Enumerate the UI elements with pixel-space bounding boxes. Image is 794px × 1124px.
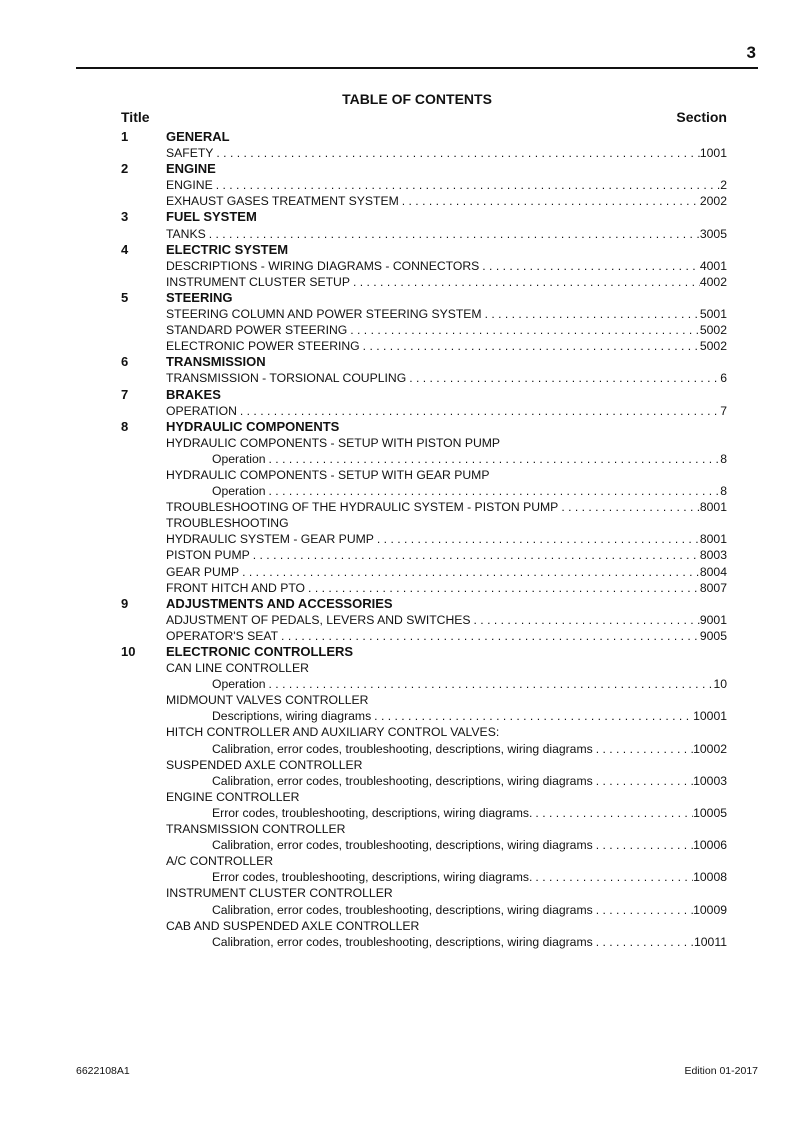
entry-section-number: 8001 — [699, 532, 727, 547]
entry-label: TRANSMISSION - TORSIONAL COUPLING — [166, 371, 407, 386]
toc-subheading-row — [121, 692, 727, 708]
dot-leader — [266, 483, 721, 499]
subheading-label: TROUBLESHOOTING — [166, 516, 289, 531]
dot-leader — [305, 580, 700, 596]
entry-label: OPERATION — [166, 403, 237, 418]
page-number: 3 — [746, 43, 756, 62]
toc-entry — [166, 338, 727, 354]
entry-section-number: 5001 — [699, 307, 727, 322]
chapter-title: TRANSMISSION — [166, 354, 266, 370]
dot-leader — [532, 805, 693, 821]
toc-entry — [166, 547, 727, 563]
subheading-label: TRANSMISSION CONTROLLER — [166, 822, 346, 837]
entry-section-number: 2 — [720, 178, 727, 193]
dot-leader — [360, 338, 700, 354]
subheading-label: ENGINE CONTROLLER — [166, 789, 300, 804]
toc-entry-row — [121, 145, 727, 161]
entry-section-number: 9001 — [699, 612, 727, 627]
entry-label: Descriptions, wiring diagrams — [212, 709, 372, 724]
entry-label: Operation — [212, 451, 266, 466]
entry-label: DESCRIPTIONS - WIRING DIAGRAMS - CONNECTORS — [166, 258, 480, 273]
toc-entry-row — [121, 869, 727, 885]
toc-entry — [166, 612, 727, 628]
toc-entry-row — [121, 934, 727, 950]
entry-label: INSTRUMENT CLUSTER SETUP — [166, 274, 350, 289]
toc-chapter-row — [121, 387, 727, 403]
toc-subheading-row — [121, 918, 727, 934]
subheading-label: SUSPENDED AXLE CONTROLLER — [166, 757, 363, 772]
subheading-label: HITCH CONTROLLER AND AUXILIARY CONTROL VALVES: — [166, 725, 500, 740]
toc-entry — [212, 902, 727, 918]
entry-section-number: 10011 — [694, 934, 727, 949]
toc-entry-row — [121, 741, 727, 757]
dot-leader — [250, 547, 700, 563]
toc-entry-row — [121, 612, 727, 628]
entry-label: TROUBLESHOOTING OF THE HYDRAULIC SYSTEM - PISTON PUMP — [166, 500, 559, 515]
subheading-label: INSTRUMENT CLUSTER CONTROLLER — [166, 886, 393, 901]
entry-label: GEAR PUMP — [166, 564, 240, 579]
toc-entry-row — [121, 580, 727, 596]
entry-label: EXHAUST GASES TREATMENT SYSTEM — [166, 194, 399, 209]
chapter-number: 8 — [121, 418, 129, 434]
dot-leader — [406, 370, 720, 386]
toc-entry-row — [121, 628, 727, 644]
chapter-title: HYDRAULIC COMPONENTS — [166, 418, 340, 434]
toc-subheading-row — [121, 885, 727, 901]
toc-entry — [212, 837, 727, 853]
chapter-number: 2 — [121, 161, 129, 177]
dot-leader — [213, 145, 699, 161]
entry-section-number: 5002 — [699, 323, 727, 338]
entry-label: STEERING COLUMN AND POWER STEERING SYSTEM — [166, 307, 482, 322]
toc-entry-row — [121, 226, 727, 242]
dot-leader — [350, 274, 700, 290]
entry-section-number: 10002 — [693, 741, 727, 756]
toc-chapter-row — [121, 596, 727, 612]
toc-entry-row — [121, 499, 727, 515]
dot-leader — [593, 773, 693, 789]
toc-chapter-row — [121, 242, 727, 258]
entry-section-number: 3005 — [699, 226, 727, 241]
dot-leader — [266, 451, 721, 467]
toc-entry-row — [121, 274, 727, 290]
column-header-section: Section — [676, 109, 727, 125]
entry-label: ENGINE — [166, 178, 213, 193]
chapter-title: FUEL SYSTEM — [166, 209, 257, 225]
dot-leader — [593, 902, 693, 918]
dot-leader — [371, 708, 693, 724]
chapter-number: 6 — [121, 354, 129, 370]
toc-subheading-row — [121, 515, 727, 531]
subheading-label: HYDRAULIC COMPONENTS - SETUP WITH PISTON PUMP — [166, 435, 501, 450]
chapter-number: 3 — [121, 209, 129, 225]
toc-chapter-row — [121, 129, 727, 145]
toc-entry — [212, 451, 727, 467]
chapter-number: 9 — [121, 595, 129, 611]
entry-label: ELECTRONIC POWER STEERING — [166, 339, 360, 354]
entry-label: Calibration, error codes, troubleshooting, descriptions, wiring diagrams — [212, 773, 593, 788]
dot-leader — [237, 403, 720, 419]
subheading-label: HYDRAULIC COMPONENTS - SETUP WITH GEAR PUMP — [166, 467, 490, 482]
toc-list — [121, 129, 727, 950]
toc-entry-row — [121, 676, 727, 692]
toc-subheading-row — [121, 435, 727, 451]
toc-chapter-row — [121, 644, 727, 660]
entry-section-number: 8003 — [699, 548, 727, 563]
toc-entry — [166, 226, 727, 242]
entry-section-number: 8001 — [699, 500, 727, 515]
toc-entry — [166, 628, 727, 644]
toc-chapter-row — [121, 419, 727, 435]
toc-entry-row — [121, 837, 727, 853]
toc-entry-row — [121, 564, 727, 580]
toc-entry-row — [121, 773, 727, 789]
toc-entry-row — [121, 193, 727, 209]
toc-entry — [166, 306, 727, 322]
toc-entry — [212, 741, 727, 757]
toc-entry — [212, 483, 727, 499]
toc-entry — [212, 934, 727, 950]
toc-entry-row — [121, 805, 727, 821]
entry-section-number: 8 — [720, 484, 727, 499]
footer-doc-number: 6622108A1 — [76, 1065, 130, 1077]
dot-leader — [374, 531, 700, 547]
dot-leader — [593, 934, 694, 950]
toc-entry-row — [121, 306, 727, 322]
chapter-number: 7 — [121, 386, 129, 402]
entry-section-number: 10008 — [693, 870, 727, 885]
toc-chapter-row — [121, 290, 727, 306]
entry-label: Error codes, troubleshooting, descriptions, wiring diagrams. — [212, 870, 533, 885]
entry-label: TANKS — [166, 226, 206, 241]
toc-entry — [212, 676, 727, 692]
entry-label: STANDARD POWER STEERING — [166, 323, 348, 338]
entry-label: Calibration, error codes, troubleshooting, descriptions, wiring diagrams — [212, 934, 593, 949]
entry-section-number: 10 — [713, 677, 727, 692]
entry-section-number: 7 — [720, 403, 727, 418]
toc-chapter-row — [121, 161, 727, 177]
toc-entry-row — [121, 547, 727, 563]
toc-entry — [166, 403, 727, 419]
toc-entry-row — [121, 370, 727, 386]
toc-entry — [166, 145, 727, 161]
toc-entry — [166, 193, 727, 209]
entry-label: Operation — [212, 677, 266, 692]
toc-subheading-row — [121, 660, 727, 676]
toc-entry — [212, 708, 727, 724]
toc-entry-row — [121, 177, 727, 193]
toc-entry-row — [121, 902, 727, 918]
toc-subheading-row — [121, 821, 727, 837]
column-header-title: Title — [121, 109, 150, 125]
toc-entry-row — [121, 708, 727, 724]
entry-label: ADJUSTMENT OF PEDALS, LEVERS AND SWITCHES — [166, 612, 471, 627]
toc-subheading-row — [121, 789, 727, 805]
entry-section-number: 8 — [720, 451, 727, 466]
chapter-title: GENERAL — [166, 129, 230, 144]
toc-entry — [166, 564, 727, 580]
entry-section-number: 8004 — [699, 564, 727, 579]
entry-label: Calibration, error codes, troubleshooting, descriptions, wiring diagrams — [212, 902, 593, 917]
toc-entry-row — [121, 403, 727, 419]
dot-leader — [213, 177, 720, 193]
toc-chapter-row — [121, 354, 727, 370]
page-title: TABLE OF CONTENTS — [342, 91, 492, 107]
chapter-title: ADJUSTMENTS AND ACCESSORIES — [166, 595, 393, 611]
subheading-label: CAN LINE CONTROLLER — [166, 661, 309, 676]
toc-entry-row — [121, 451, 727, 467]
toc-entry — [166, 258, 727, 274]
entry-label: HYDRAULIC SYSTEM - GEAR PUMP — [166, 532, 374, 547]
chapter-number: 5 — [121, 289, 129, 305]
footer-edition: Edition 01-2017 — [684, 1065, 758, 1077]
chapter-title: ENGINE — [166, 161, 216, 177]
entry-section-number: 10006 — [693, 838, 727, 853]
dot-leader — [239, 564, 700, 580]
toc-subheading-row — [121, 467, 727, 483]
chapter-number: 1 — [121, 129, 129, 144]
dot-leader — [278, 628, 700, 644]
entry-section-number: 5002 — [699, 339, 727, 354]
chapter-title: ELECTRONIC CONTROLLERS — [166, 644, 354, 659]
toc-entry-row — [121, 531, 727, 547]
entry-section-number: 1001 — [699, 146, 727, 161]
chapter-title: ELECTRIC SYSTEM — [166, 241, 289, 257]
toc-entry — [166, 499, 727, 515]
dot-leader — [558, 499, 700, 515]
toc-entry-row — [121, 322, 727, 338]
toc-entry — [166, 177, 727, 193]
entry-section-number: 8007 — [699, 580, 727, 595]
toc-subheading-row — [121, 757, 727, 773]
toc-entry — [166, 580, 727, 596]
dot-leader — [206, 226, 700, 242]
dot-leader — [399, 193, 700, 209]
subheading-label: A/C CONTROLLER — [166, 854, 273, 869]
entry-label: OPERATOR'S SEAT — [166, 628, 279, 643]
toc-entry — [166, 531, 727, 547]
entry-label: SAFETY — [166, 146, 214, 161]
chapter-title: STEERING — [166, 289, 233, 305]
entry-section-number: 10005 — [693, 805, 727, 820]
top-rule — [76, 67, 758, 69]
entry-label: Error codes, troubleshooting, descriptions, wiring diagrams. — [212, 805, 533, 820]
dot-leader — [593, 741, 693, 757]
entry-section-number: 10003 — [693, 773, 727, 788]
toc-subheading-row — [121, 724, 727, 740]
entry-section-number: 9005 — [699, 628, 727, 643]
entry-label: FRONT HITCH AND PTO — [166, 580, 306, 595]
toc-chapter-row — [121, 209, 727, 225]
entry-section-number: 6 — [720, 371, 727, 386]
subheading-label: MIDMOUNT VALVES CONTROLLER — [166, 693, 369, 708]
entry-section-number: 4002 — [699, 274, 727, 289]
dot-leader — [479, 258, 700, 274]
entry-section-number: 10001 — [693, 709, 727, 724]
toc-entry — [212, 869, 727, 885]
dot-leader — [532, 869, 693, 885]
dot-leader — [347, 322, 700, 338]
entry-label: Calibration, error codes, troubleshooting, descriptions, wiring diagrams — [212, 741, 593, 756]
chapter-title: BRAKES — [166, 386, 221, 402]
toc-entry-row — [121, 338, 727, 354]
toc-entry — [212, 773, 727, 789]
entry-section-number: 4001 — [699, 258, 727, 273]
entry-label: Operation — [212, 484, 266, 499]
entry-section-number: 10009 — [693, 902, 727, 917]
dot-leader — [593, 837, 693, 853]
subheading-label: CAB AND SUSPENDED AXLE CONTROLLER — [166, 918, 420, 933]
dot-leader — [266, 676, 714, 692]
toc-entry — [212, 805, 727, 821]
chapter-number: 10 — [121, 644, 136, 659]
toc-entry — [166, 322, 727, 338]
entry-label: Calibration, error codes, troubleshooting, descriptions, wiring diagrams — [212, 838, 593, 853]
toc-entry — [166, 370, 727, 386]
chapter-number: 4 — [121, 241, 129, 257]
entry-label: PISTON PUMP — [166, 548, 250, 563]
entry-section-number: 2002 — [699, 194, 727, 209]
toc-subheading-row — [121, 853, 727, 869]
toc-entry-row — [121, 258, 727, 274]
dot-leader — [482, 306, 700, 322]
toc-entry — [166, 274, 727, 290]
dot-leader — [471, 612, 700, 628]
toc-entry-row — [121, 483, 727, 499]
